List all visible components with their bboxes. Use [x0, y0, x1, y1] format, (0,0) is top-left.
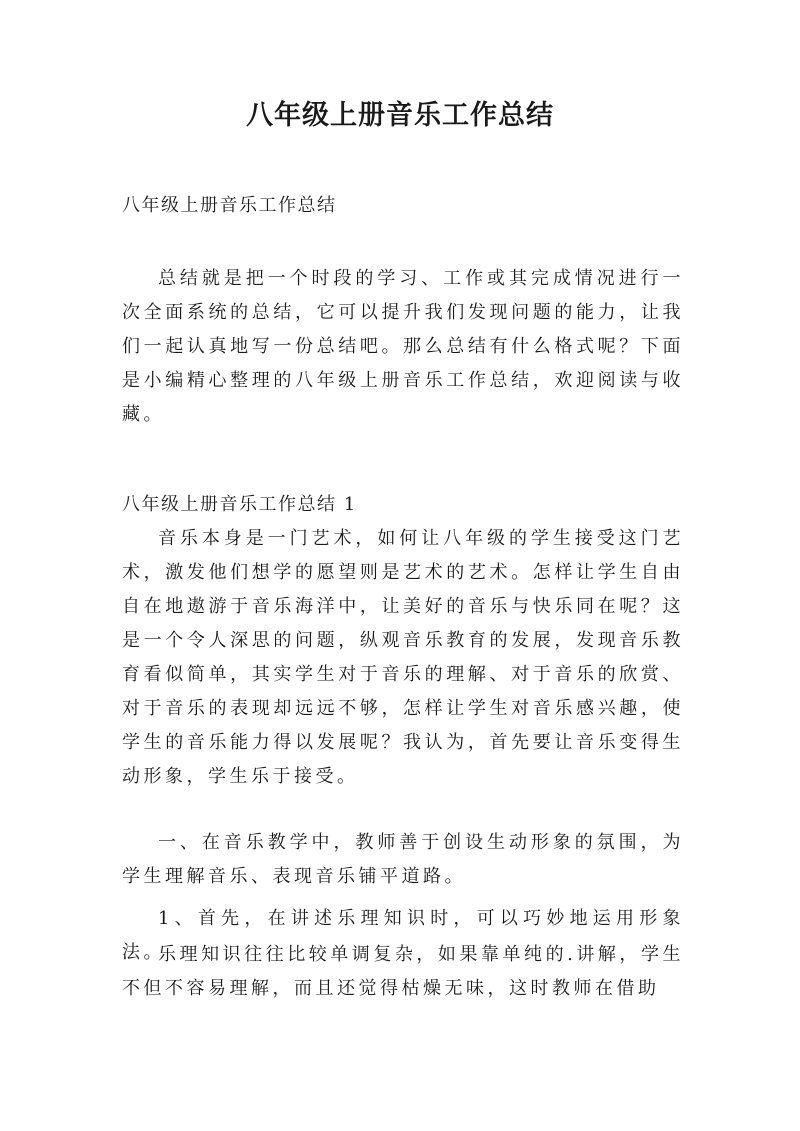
body-paragraph: 音乐本身是一门艺术，如何让八年级的学生接受这门艺术，激发他们想学的愿望则是艺术的艺术。怎样让学生自由自在地遨游于音乐海洋中，让美好的音乐与快乐同在呢？这是一个令人深思的问题，纵观音乐教育的发展，发现音乐教育看似简单，其实学生对于音乐的理解、对于音乐的欣赏、对于音乐的表现却远远不够，怎样让学生对音乐感兴趣，使学生的音乐能力得以发展呢？我认为，首先要让音乐变得生动形象，学生乐于接受。 — [122, 528, 684, 787]
body-paragraph: 1、首先，在讲述乐理知识时，可以巧妙地运用形象法。 — [122, 908, 684, 963]
intro-paragraph: 总结就是把一个时段的学习、工作或其完成情况进行一次全面系统的总结，它可以提升我们发现问题的能力，让我们一起认真地写一份总结吧。那么总结有什么格式呢？下面是小编精心整理的八年级上册音乐工作总结，欢迎阅读与收藏。 — [122, 268, 684, 425]
document-title: 八年级上册音乐工作总结 — [246, 100, 554, 131]
document-subtitle: 八年级上册音乐工作总结 — [122, 195, 337, 216]
body-paragraph: 乐理知识往往比较单调复杂，如果靠单纯的.讲解，学生不但不容易理解，而且还觉得枯燥无味，这时教师在借助 — [122, 944, 684, 999]
body-paragraph: 一、在音乐教学中，教师善于创设生动形象的氛围，为学生理解音乐、表现音乐铺平道路。 — [122, 832, 684, 887]
section-heading: 八年级上册音乐工作总结 1 — [122, 494, 357, 515]
